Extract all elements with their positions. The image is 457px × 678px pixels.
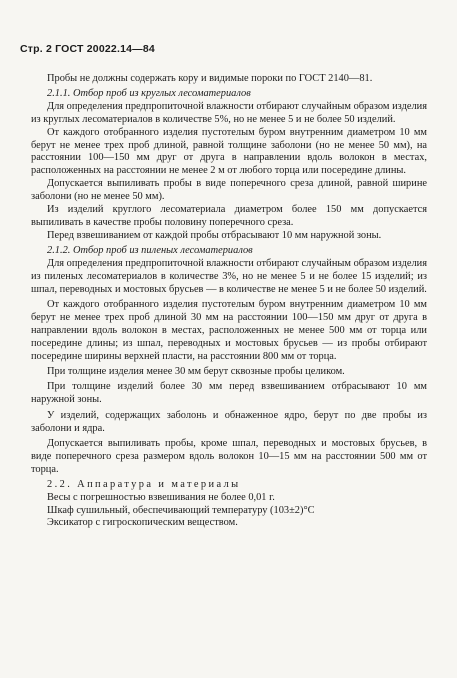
paragraph: Шкаф сушильный, обеспечивающий температуру (103±2)°С (47, 504, 315, 516)
paragraph: Для определения предпропиточной влажности отбирают случайным образом изделия из пиленых лесоматериалов в количестве 3%, но не менее 5 и не более 15 изделий; из шпал, переводных и мостовых брусьев — в количестве не менее 5 и не более 50 изделий. (31, 257, 427, 295)
paragraph: Весы с погрешностью взвешивания не более 0,01 г. (47, 491, 275, 503)
paragraph: При толщине изделий более 30 мм перед взвешиванием отбрасывают 10 мм наружной зоны. (31, 381, 427, 406)
paragraph: Эксикатор с гигроскопическим веществом. (47, 517, 238, 529)
paragraph: Допускается выпиливать пробы, кроме шпал, переводных и мостовых брусьев, в виде поперечного среза размером вдоль волокон 10—15 мм на расстоянии 500 мм от торца. (31, 437, 427, 475)
page-header: Стр. 2 ГОСТ 20022.14—84 (20, 43, 155, 55)
paragraph: Из изделий круглого лесоматериала диаметром более 150 мм допускается выпиливать в качестве пробы половину поперечного среза. (31, 204, 427, 228)
paragraph: От каждого отобранного изделия пустотелым буром внутренним диаметром 10 мм берут не менее трех проб длиной 30 мм на расстоянии 100—150 мм друг от друга в направлении вдоль волокон в местах, расположенных не менее 500 мм от торца или посередине длины; из шпал, переводных и мостовых брусьев — из пробы отбирают посередине ширины верхней пласти, на расстоянии 800 мм от торца. (31, 298, 427, 362)
section-heading: 2.1.1. Отбор проб из круглых лесоматериалов (47, 87, 251, 99)
paragraph: Для определения предпропиточной влажности отбирают случайным образом изделия из круглых лесоматериалов в количестве 5%, но не менее 5 и не более 50 изделий. (31, 100, 427, 125)
section-heading: 2.1.2. Отбор проб из пиленых лесоматериалов (47, 244, 253, 256)
paragraph: У изделий, содержащих заболонь и обнаженное ядро, берут по две пробы из заболони и ядра. (31, 409, 427, 434)
paragraph: При толщине изделия менее 30 мм берут сквозные пробы целиком. (47, 365, 345, 377)
section-heading: 2.2. Аппаратура и материалы (47, 478, 241, 490)
paragraph: Пробы не должны содержать кору и видимые пороки по ГОСТ 2140—81. (47, 73, 373, 84)
paragraph: Перед взвешиванием от каждой пробы отбрасывают 10 мм наружной зоны. (47, 229, 382, 241)
paragraph: Допускается выпиливать пробы в виде поперечного среза длиной, равной ширине заболони (но не менее 50 мм). (31, 178, 427, 203)
document-body (31, 73, 427, 530)
paragraph: От каждого отобранного изделия пустотелым буром внутренним диаметром 10 мм берут не менее трех проб длиной, равной толщине заболони (но не менее 50 мм), на расстоянии 100—150 мм друг от друга в направлении вдоль волокон в местах, расположенных на расстоянии не менее 2 м от любого торца или посередине длины. (31, 126, 427, 177)
